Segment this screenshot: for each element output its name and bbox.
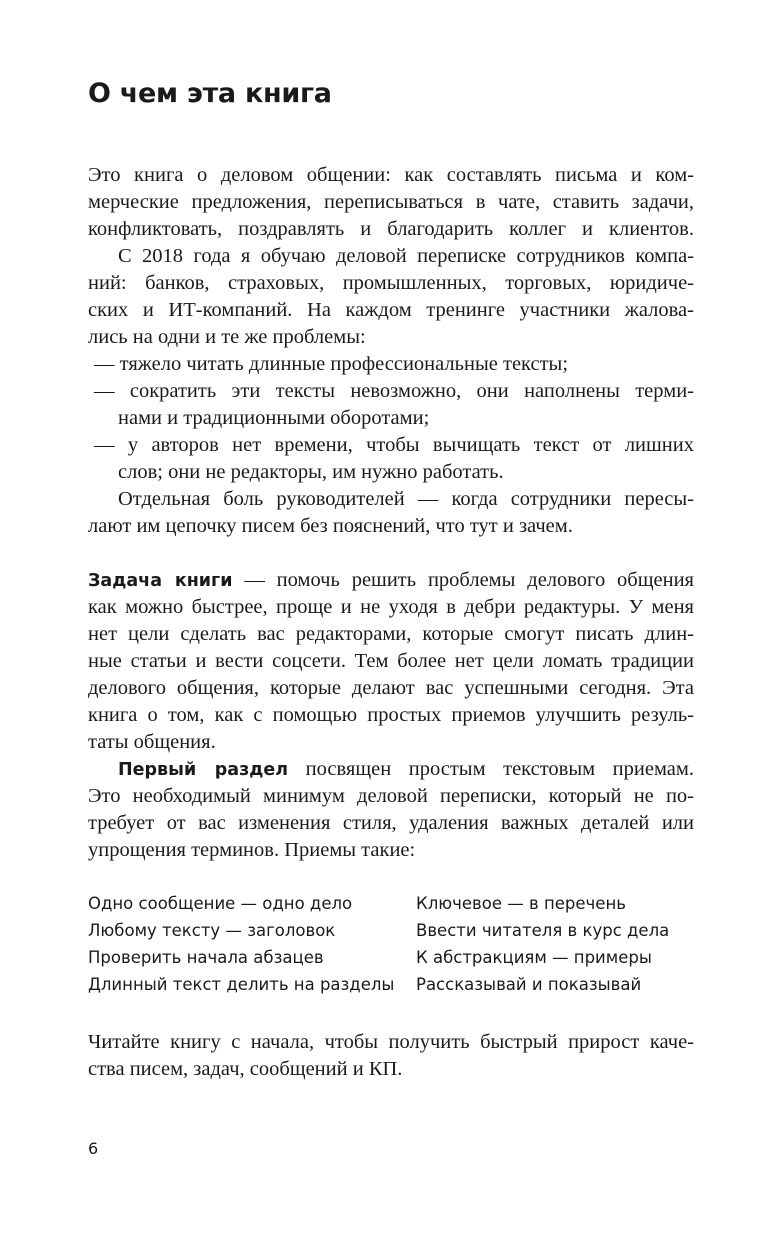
task-line-3: нет цели сделать вас редакторами, которые смогут писать длин-: [88, 623, 694, 645]
page-number: 6: [88, 1139, 99, 1158]
closing-line-2: ства писем, задач, сообщений и КП.: [88, 1058, 403, 1080]
closing-line-1: Читайте книгу с начала, чтобы получить быстрый прирост каче-: [88, 1031, 694, 1053]
section-line-1: [118, 756, 694, 783]
problem-item-2-cont: нами и традиционными оборотами;: [118, 407, 430, 429]
technique-left-3: Проверить начала абзацев: [88, 948, 324, 967]
task-line-2: как можно быстрее, проще и не уходя в дебри редактуры. У меня: [88, 596, 694, 618]
section-bold-lead: Первый раздел: [118, 760, 289, 780]
task-line-1: [88, 567, 694, 594]
section-line-1-rest: посвящен простым текстовым приемам.: [288, 758, 694, 780]
intro-line-2: мерческие предложения, переписываться в чате, ставить задачи,: [88, 191, 694, 213]
managers-line-1: Отдельная боль руководителей — когда сотрудники пересы-: [118, 488, 694, 510]
technique-left-4: Длинный текст делить на разделы: [88, 975, 395, 994]
technique-right-3: К абстракциям — примеры: [416, 948, 652, 967]
problem-item-3-cont: слов; они не редакторы, им нужно работать.: [118, 461, 504, 483]
training-line-1: С 2018 года я обучаю деловой переписке сотрудников компа-: [118, 245, 694, 267]
technique-left-1: Одно сообщение — одно дело: [88, 894, 353, 913]
intro-line-1: Это книга о деловом общении: как составлять письма и ком-: [88, 164, 694, 186]
task-line-4: ные статьи и вести соцсети. Тем более нет цели ломать традиции: [88, 650, 694, 672]
task-line-1-rest: — помочь решить проблемы делового общения: [232, 569, 694, 591]
problem-item-3: — у авторов нет времени, чтобы вычищать текст от лишних: [94, 434, 694, 456]
problem-item-2: — сократить эти тексты невозможно, они наполнены терми-: [94, 380, 694, 402]
task-bold-lead: Задача книги: [88, 571, 233, 591]
technique-right-2: Ввести читателя в курс дела: [416, 921, 670, 940]
training-line-2: ний: банков, страховых, промышленных, торговых, юридиче-: [88, 272, 694, 294]
managers-line-2: лают им цепочку писем без пояснений, что тут и зачем.: [88, 515, 573, 537]
problem-item-1: — тяжело читать длинные профессиональные тексты;: [94, 353, 569, 375]
task-line-7: таты общения.: [88, 731, 216, 753]
training-line-3: ских и ИТ-компаний. На каждом тренинге участники жалова-: [88, 299, 694, 321]
section-line-3: требует от вас изменения стиля, удаления важных деталей или: [88, 812, 694, 834]
section-line-2: Это необходимый минимум деловой переписки, который не по-: [88, 785, 694, 807]
technique-left-2: Любому тексту — заголовок: [88, 921, 336, 940]
page-title: О чем эта книга: [88, 78, 332, 109]
section-line-4: упрощения терминов. Приемы такие:: [88, 839, 416, 861]
training-line-4: лись на одни и те же проблемы:: [88, 326, 366, 348]
technique-right-1: Ключевое — в перечень: [416, 894, 626, 913]
task-line-5: делового общения, которые делают вас успешными сегодня. Эта: [88, 677, 694, 699]
intro-line-3: конфликтовать, поздравлять и благодарить коллег и клиентов.: [88, 218, 694, 240]
technique-right-4: Рассказывай и показывай: [416, 975, 642, 994]
task-line-6: книга о том, как с помощью простых приемов улучшить резуль-: [88, 704, 694, 726]
